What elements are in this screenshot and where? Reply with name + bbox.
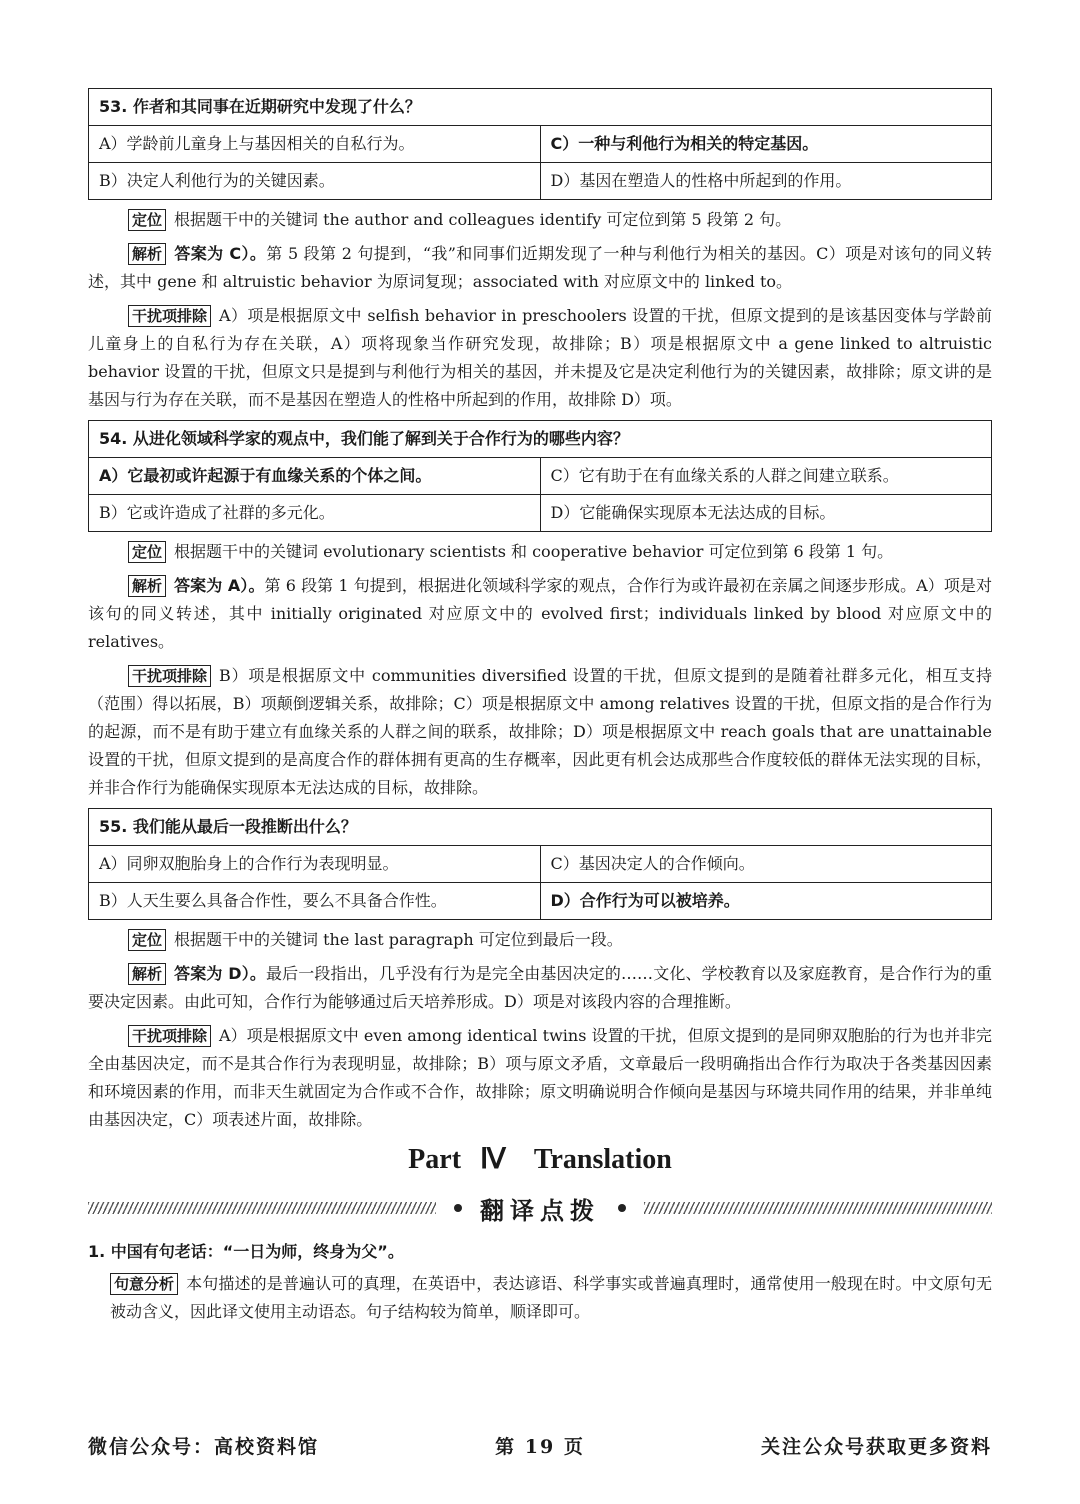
translation-analysis — [88, 1270, 992, 1326]
section-banner — [88, 1188, 992, 1228]
analysis-text: 第 5 段第 2 句提到，“我”和同事们近期发现了一种与利他行为相关的基因。C）项是对该句的同义转述，其中 gene 和 altruistic behavior 为原词复现；associated with 对应原文中的 linked to。 — [88, 244, 992, 291]
analysis-text: 最后一段指出，几乎没有行为是完全由基因决定的……文化、学校教育以及家庭教育，是合作行为的重要决定因素。由此可知，合作行为能够通过后天培养形成。D）项是对该段内容的合理推断。 — [88, 964, 992, 1011]
distractor-tag: 干扰项排除 — [128, 305, 211, 327]
analysis-tag: 解析 — [128, 243, 166, 265]
analysis-paragraph — [88, 960, 992, 1016]
question-55-table — [88, 808, 992, 920]
locate-tag: 定位 — [128, 929, 166, 951]
option-c-correct: C）一种与利他行为相关的特定基因。 — [540, 126, 992, 163]
page-number: 第 19 页 — [495, 1436, 585, 1458]
analysis-paragraph — [88, 240, 992, 296]
answer-text: 答案为 D）。 — [174, 964, 266, 983]
sentence-analysis-tag: 句意分析 — [110, 1273, 178, 1295]
translation-sentence: 1. 中国有句老话：“一日为师，终身为父”。 — [88, 1242, 404, 1261]
option-d-correct: D）合作行为可以被培养。 — [540, 883, 992, 920]
option-c: C）它有助于在有血缘关系的人群之间建立联系。 — [540, 458, 992, 495]
distractor-text: A）项是根据原文中 even among identical twins 设置的干扰，但原文提到的是同卵双胞胎的行为也并非完全由基因决定，而不是其合作行为表现明显，故排除；B）项与原文矛盾，文章最后一段明确指出合作行为取决于各类基因因素和环境因素的作用，而非天生就固定为合作或不合作，故排除；原文明确说明合作倾向是基因与环境共同作用的结果，并非单纯由基因决定，C）项表述片面，故排除。 — [88, 1026, 992, 1129]
option-c: C）基因决定人的合作倾向。 — [540, 846, 992, 883]
bullet-dot-icon — [454, 1204, 462, 1212]
analysis-tag: 解析 — [128, 963, 166, 985]
footer-right: 关注公众号获取更多资料 — [760, 1436, 992, 1458]
distractor-paragraph — [88, 302, 992, 414]
locate-tag: 定位 — [128, 209, 166, 231]
analysis-tag: 解析 — [128, 575, 166, 597]
option-b: B）人天生要么具备合作性，要么不具备合作性。 — [89, 883, 541, 920]
question-54-table — [88, 420, 992, 532]
part-title: Part Ⅳ Translation — [408, 1144, 672, 1175]
option-d: D）它能确保实现原本无法达成的目标。 — [540, 495, 992, 532]
option-a: A）同卵双胞胎身上的合作行为表现明显。 — [89, 846, 541, 883]
page-footer — [88, 1432, 992, 1459]
locate-text: 根据题干中的关键词 the author and colleagues identify 可定位到第 5 段第 2 句。 — [174, 210, 792, 229]
page-content — [88, 88, 992, 1326]
hatch-decoration-left — [88, 1202, 436, 1214]
locate-tag: 定位 — [128, 541, 166, 563]
distractor-paragraph — [88, 1022, 992, 1134]
question-stem: 55. 我们能从最后一段推断出什么？ — [89, 809, 992, 846]
analysis-paragraph — [88, 572, 992, 656]
locate-paragraph — [88, 926, 992, 954]
bullet-dot-icon — [618, 1204, 626, 1212]
distractor-tag: 干扰项排除 — [128, 665, 211, 687]
answer-text: 答案为 C）。 — [174, 244, 267, 263]
option-d: D）基因在塑造人的性格中所起到的作用。 — [540, 163, 992, 200]
locate-paragraph — [88, 538, 992, 566]
sentence-analysis-text: 本句描述的是普遍认可的真理，在英语中，表达谚语、科学事实或普遍真理时，通常使用一般现在时。中文原句无被动含义，因此译文使用主动语态。句子结构较为简单，顺译即可。 — [110, 1274, 992, 1321]
locate-paragraph — [88, 206, 992, 234]
footer-left: 微信公众号：高校资料馆 — [88, 1436, 320, 1458]
distractor-text: A）项是根据原文中 selfish behavior in preschoolers 设置的干扰，但原文提到的是该基因变体与学龄前儿童身上的自私行为存在关联，A）项将现象当作研究发现，故排除；B）项是根据原文中 a gene linked to altruistic behavior 设置的干扰，但原文只是提到与利他行为相关的基因，并未提及它是决定利他行为的关键因素，故排除；原文讲的是基因与行为存在关联，而不是基因在塑造人的性格中所起到的作用，故排除 D）项。 — [88, 306, 992, 409]
answer-text: 答案为 A）。 — [174, 576, 265, 595]
section-title: 翻译点拨 — [480, 1196, 600, 1225]
distractor-tag: 干扰项排除 — [128, 1025, 211, 1047]
question-stem: 53. 作者和其同事在近期研究中发现了什么？ — [89, 89, 992, 126]
locate-text: 根据题干中的关键词 the last paragraph 可定位到最后一段。 — [174, 930, 623, 949]
distractor-paragraph — [88, 662, 992, 802]
option-b: B）决定人利他行为的关键因素。 — [89, 163, 541, 200]
locate-text: 根据题干中的关键词 evolutionary scientists 和 cooperative behavior 可定位到第 6 段第 1 句。 — [174, 542, 894, 561]
question-stem: 54. 从进化领域科学家的观点中，我们能了解到关于合作行为的哪些内容？ — [89, 421, 992, 458]
option-a: A）学龄前儿童身上与基因相关的自私行为。 — [89, 126, 541, 163]
option-a-correct: A）它最初或许起源于有血缘关系的个体之间。 — [89, 458, 541, 495]
analysis-text: 第 6 段第 1 句提到，根据进化领域科学家的观点，合作行为或许最初在亲属之间逐步形成。A）项是对该句的同义转述，其中 initially originated 对应原文中的 evolved first；individuals linked by blood 对应原文中的 relatives。 — [88, 576, 992, 651]
distractor-text: B）项是根据原文中 communities diversified 设置的干扰，但原文提到的是随着社群多元化，相互支持（范围）得以拓展，B）项颠倒逻辑关系，故排除；C）项是根据原文中 among relatives 设置的干扰，但原文指的是合作行为的起源，而不是有助于建立有血缘关系的人群之间的联系，故排除；D）项是根据原文中 reach goals that are unattainable 设置的干扰，但原文提到的是高度合作的群体拥有更高的生存概率，因此更有机会达成那些合作度较低的群体无法实现的目标，并非合作行为能确保实现原本无法达成的目标，故排除。 — [88, 666, 992, 797]
hatch-decoration-right — [644, 1202, 992, 1214]
question-53-table — [88, 88, 992, 200]
option-b: B）它或许造成了社群的多元化。 — [89, 495, 541, 532]
